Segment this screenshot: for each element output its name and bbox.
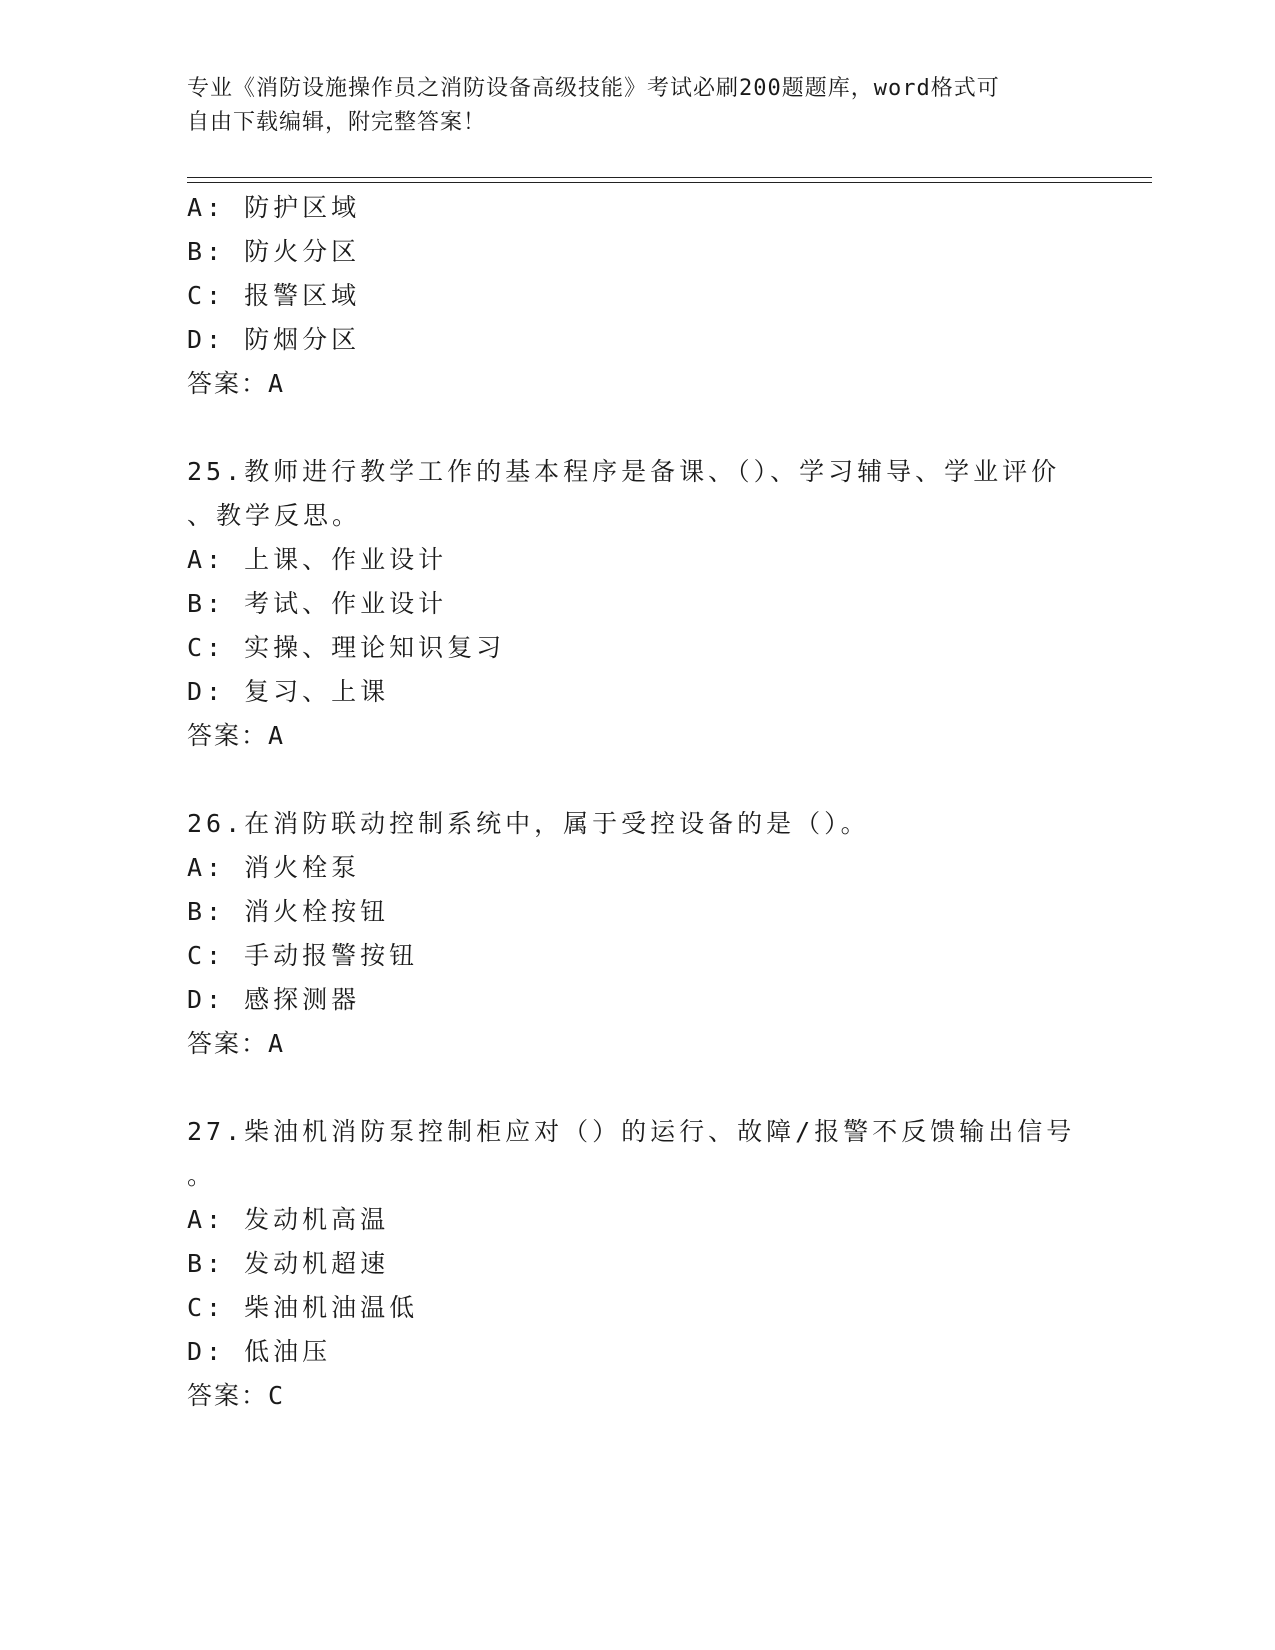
q27-stem-line-2: 。: [187, 1161, 217, 1190]
header-line-1: 专业《消防设施操作员之消防设备高级技能》考试必刷200题题库，word格式可: [187, 76, 1000, 101]
q25-stem-line-2: 、教学反思。: [187, 501, 362, 530]
q25-answer: [187, 720, 285, 752]
q26-stem-line-1: 26.在消防联动控制系统中，属于受控设备的是（）。: [187, 809, 870, 838]
q24-option-a: A: 防护区域: [187, 193, 361, 222]
q24-option-d: D: 防烟分区: [187, 325, 361, 354]
q25-answer-value: A: [268, 721, 286, 750]
q26-option-c: C: 手动报警按钮: [187, 941, 419, 970]
q26-option-a: A: 消火栓泵: [187, 853, 361, 882]
q26-option-b: B: 消火栓按钮: [187, 897, 390, 926]
q27-answer-value: C: [268, 1381, 286, 1410]
q25-option-a: A: 上课、作业设计: [187, 545, 448, 574]
q24-answer: [187, 368, 285, 400]
q27-option-c: C: 柴油机油温低: [187, 1293, 419, 1322]
q24-answer-label: 答案：: [187, 369, 269, 398]
q26-option-d: D: 感探测器: [187, 985, 361, 1014]
document-header: [187, 72, 1087, 140]
q25-option-c: C: 实操、理论知识复习: [187, 633, 506, 662]
q24-option-c: C: 报警区域: [187, 281, 361, 310]
q26-answer-label: 答案：: [187, 1029, 269, 1058]
q25-option-d: D: 复习、上课: [187, 677, 390, 706]
q26-answer-value: A: [268, 1029, 286, 1058]
q27-option-b: B: 发动机超速: [187, 1249, 390, 1278]
q25-answer-label: 答案：: [187, 721, 269, 750]
q24-option-b: B: 防火分区: [187, 237, 361, 266]
header-divider-bottom: [187, 182, 1152, 183]
q27-option-a: A: 发动机高温: [187, 1205, 390, 1234]
header-divider-top: [187, 177, 1152, 178]
q25-stem-line-1: 25.教师进行教学工作的基本程序是备课、（）、学习辅导、学业评价: [187, 457, 1061, 486]
q25-option-b: B: 考试、作业设计: [187, 589, 448, 618]
q27-answer-label: 答案：: [187, 1381, 269, 1410]
q27-stem-line-1: 27.柴油机消防泵控制柜应对（）的运行、故障/报警不反馈输出信号: [187, 1117, 1076, 1146]
q27-option-d: D: 低油压: [187, 1337, 332, 1366]
q24-answer-value: A: [268, 369, 286, 398]
q26-answer: [187, 1028, 285, 1060]
header-line-2: 自由下载编辑，附完整答案！: [187, 110, 487, 135]
q27-answer: [187, 1380, 285, 1412]
